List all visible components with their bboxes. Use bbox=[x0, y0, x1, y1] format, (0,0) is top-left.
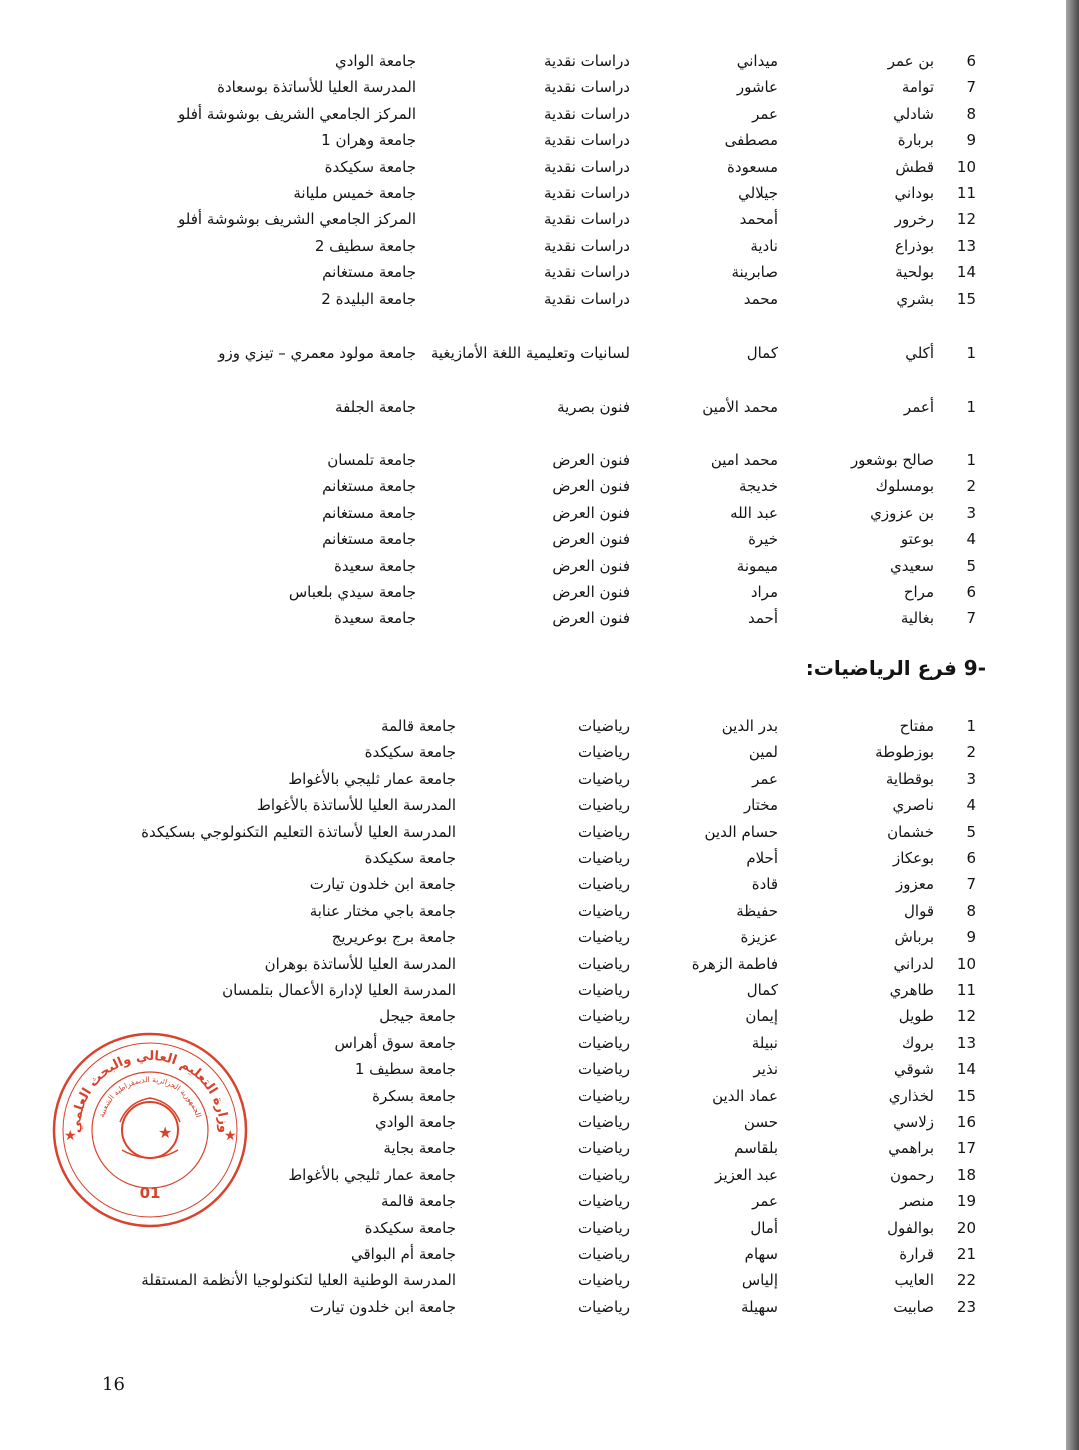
table-row bbox=[0, 48, 1066, 74]
specialty-cell: فنون العرض bbox=[552, 503, 630, 522]
institution-cell: المدرسة العليا للأساتذة بوسعادة bbox=[217, 78, 416, 97]
row-number: 10 bbox=[956, 954, 976, 973]
surname-cell: قرارة bbox=[899, 1245, 934, 1263]
table-row bbox=[0, 286, 1066, 312]
table-row bbox=[0, 579, 1066, 605]
given-name-cell: جيلالي bbox=[738, 184, 778, 202]
row-number: 9 bbox=[966, 928, 976, 947]
specialty-cell: رياضيات bbox=[578, 1033, 630, 1052]
surname-cell: بغالية bbox=[900, 609, 934, 628]
table-row bbox=[0, 977, 1066, 1003]
given-name-cell: خديجة bbox=[738, 477, 778, 496]
institution-cell: جامعة بجاية bbox=[383, 1139, 456, 1158]
surname-cell: بن عمر bbox=[887, 52, 934, 70]
table-row bbox=[0, 739, 1066, 765]
table-row bbox=[0, 447, 1066, 473]
specialty-cell: فنون العرض bbox=[552, 530, 630, 549]
given-name-cell: فاطمة الزهرة bbox=[691, 954, 778, 973]
specialty-cell: دراسات نقدية bbox=[544, 78, 630, 97]
given-name-cell: عمر bbox=[752, 769, 778, 788]
specialty-cell: رياضيات bbox=[578, 1271, 630, 1290]
seal-text: وزارة التعليم العالي والبحث العلمي bbox=[68, 1048, 232, 1134]
row-number: 3 bbox=[966, 769, 976, 788]
table-row bbox=[0, 154, 1066, 180]
given-name-cell: حفيظة bbox=[736, 901, 778, 920]
institution-cell: جامعة عمار ثليجي بالأغواط bbox=[288, 769, 456, 788]
specialty-cell: فنون بصرية bbox=[557, 398, 630, 416]
institution-cell: جامعة سعيدة bbox=[334, 609, 416, 628]
table-row bbox=[0, 792, 1066, 818]
surname-cell: بوداني bbox=[894, 184, 934, 202]
page-edge-shadow bbox=[1066, 0, 1079, 1450]
institution-cell: جامعة الوادي bbox=[335, 52, 416, 70]
surname-cell: معزوز bbox=[895, 875, 934, 894]
given-name-cell: عمر bbox=[752, 104, 778, 123]
row-number: 15 bbox=[956, 289, 976, 308]
svg-text:★: ★ bbox=[158, 1123, 173, 1142]
given-name-cell: مصطفى bbox=[724, 131, 778, 150]
institution-cell: جامعة ابن خلدون تيارت bbox=[309, 1297, 456, 1316]
specialty-cell: فنون العرض bbox=[552, 609, 630, 628]
specialty-cell: رياضيات bbox=[578, 1007, 630, 1026]
given-name-cell: لمين bbox=[748, 743, 778, 762]
institution-cell: جامعة برج بوعريريج bbox=[331, 928, 456, 947]
row-number: 4 bbox=[966, 530, 976, 549]
given-name-cell: مراد bbox=[750, 583, 778, 601]
specialty-cell: رياضيات bbox=[578, 1297, 630, 1316]
given-name-cell: بدر الدين bbox=[721, 717, 778, 735]
surname-cell: بوعكاز bbox=[893, 849, 934, 867]
given-name-cell: بلقاسم bbox=[734, 1139, 778, 1158]
table-row bbox=[0, 1241, 1066, 1267]
table-row bbox=[0, 74, 1066, 100]
table-row bbox=[0, 845, 1066, 871]
given-name-cell: نذير bbox=[753, 1060, 778, 1079]
row-number: 16 bbox=[956, 1113, 976, 1131]
given-name-cell: عزيزة bbox=[740, 928, 778, 947]
svg-text:الجمهورية الجزائرية الديمقراطي bbox=[97, 1075, 203, 1118]
ministry-seal bbox=[50, 1030, 250, 1230]
given-name-cell: قادة bbox=[751, 875, 778, 894]
row-number: 22 bbox=[956, 1271, 976, 1290]
specialty-cell: فنون العرض bbox=[552, 451, 630, 469]
institution-cell: جامعة سكيكدة bbox=[324, 157, 416, 176]
surname-cell: طويل bbox=[898, 1007, 934, 1026]
specialty-cell: رياضيات bbox=[578, 1218, 630, 1237]
table-row bbox=[0, 233, 1066, 259]
institution-cell: جامعة خميس مليانة bbox=[293, 184, 416, 202]
institution-cell: جامعة الجلفة bbox=[335, 398, 416, 416]
specialty-cell: رياضيات bbox=[578, 1139, 630, 1158]
specialty-cell: رياضيات bbox=[578, 981, 630, 999]
row-number: 4 bbox=[966, 796, 976, 815]
row-number: 15 bbox=[956, 1086, 976, 1105]
institution-cell: جامعة مستغانم bbox=[322, 530, 416, 549]
specialty-cell: رياضيات bbox=[578, 928, 630, 947]
surname-cell: طاهري bbox=[889, 981, 934, 999]
institution-cell: جامعة أم البواقي bbox=[351, 1245, 456, 1263]
institution-cell: جامعة قالمة bbox=[381, 717, 456, 735]
surname-cell: شادلي bbox=[893, 104, 934, 123]
table-row bbox=[0, 127, 1066, 153]
surname-cell: بوزطوطة bbox=[875, 743, 934, 762]
surname-cell: منصر bbox=[900, 1192, 934, 1211]
specialty-cell: دراسات نقدية bbox=[544, 184, 630, 202]
given-name-cell: كمال bbox=[746, 344, 778, 362]
table-row bbox=[0, 340, 1066, 366]
surname-cell: العايب bbox=[894, 1271, 934, 1290]
specialty-cell: دراسات نقدية bbox=[544, 263, 630, 282]
specialty-cell: دراسات نقدية bbox=[544, 236, 630, 255]
given-name-cell: أحمد bbox=[748, 609, 778, 628]
institution-cell: جامعة عمار ثليجي بالأغواط bbox=[288, 1165, 456, 1184]
specialty-cell: دراسات نقدية bbox=[544, 131, 630, 150]
institution-cell: جامعة سعيدة bbox=[334, 556, 416, 575]
surname-cell: لخذاري bbox=[888, 1086, 934, 1105]
surname-cell: خشمان bbox=[887, 822, 934, 841]
institution-cell: المدرسة الوطنية العليا لتكنولوجيا الأنظمة المستقلة bbox=[141, 1271, 456, 1290]
row-number: 9 bbox=[966, 131, 976, 150]
surname-cell: براهمي bbox=[888, 1139, 934, 1158]
specialty-cell: فنون العرض bbox=[552, 477, 630, 496]
row-number: 1 bbox=[966, 717, 976, 735]
institution-cell: المركز الجامعي الشريف بوشوشة أفلو bbox=[178, 210, 416, 229]
table-row bbox=[0, 766, 1066, 792]
table-row bbox=[0, 1294, 1066, 1320]
institution-cell: جامعة سوق أهراس bbox=[334, 1033, 456, 1052]
given-name-cell: نبيلة bbox=[751, 1033, 778, 1052]
surname-cell: بومسلوك bbox=[875, 477, 934, 496]
seal-number: 01 bbox=[139, 1184, 161, 1202]
surname-cell: رحمون bbox=[890, 1165, 934, 1184]
table-row bbox=[0, 394, 1066, 420]
row-number: 23 bbox=[956, 1297, 976, 1316]
table-row bbox=[0, 473, 1066, 499]
given-name-cell: إلياس bbox=[741, 1271, 778, 1290]
surname-cell: برباش bbox=[894, 928, 934, 947]
surname-cell: أعمر bbox=[903, 398, 934, 416]
row-number: 12 bbox=[956, 210, 976, 229]
row-number: 6 bbox=[966, 849, 976, 867]
row-number: 8 bbox=[966, 104, 976, 123]
institution-cell: جامعة سكيكدة bbox=[364, 849, 456, 867]
institution-cell: جامعة مولود معمري – تيزي وزو bbox=[218, 344, 416, 362]
row-number: 14 bbox=[956, 1060, 976, 1079]
given-name-cell: مسعودة bbox=[727, 157, 778, 176]
table-row bbox=[0, 713, 1066, 739]
surname-cell: بولحية bbox=[895, 263, 934, 282]
surname-cell: صالح بوشعور bbox=[850, 451, 934, 469]
institution-cell: المدرسة العليا لأساتذة التعليم التكنولوجي بسكيكدة bbox=[141, 822, 456, 841]
row-number: 1 bbox=[966, 398, 976, 416]
table-row bbox=[0, 206, 1066, 232]
row-number: 14 bbox=[956, 263, 976, 282]
institution-cell: جامعة سكيكدة bbox=[364, 743, 456, 762]
specialty-cell: دراسات نقدية bbox=[544, 52, 630, 70]
table-row bbox=[0, 526, 1066, 552]
surname-cell: بربارة bbox=[897, 131, 934, 150]
specialty-cell: رياضيات bbox=[578, 1165, 630, 1184]
page-number: 16 bbox=[102, 1374, 125, 1395]
row-number: 8 bbox=[966, 901, 976, 920]
institution-cell: جامعة سكيكدة bbox=[364, 1218, 456, 1237]
row-number: 2 bbox=[966, 743, 976, 762]
specialty-cell: فنون العرض bbox=[552, 583, 630, 601]
institution-cell: جامعة سطيف 2 bbox=[314, 236, 416, 255]
svg-text:★: ★ bbox=[224, 1128, 237, 1144]
given-name-cell: محمد امين bbox=[710, 451, 778, 469]
institution-cell: جامعة سطيف 1 bbox=[354, 1060, 456, 1079]
surname-cell: بوقطاية bbox=[885, 769, 934, 788]
given-name-cell: أمحمد bbox=[739, 210, 778, 229]
specialty-cell: رياضيات bbox=[578, 796, 630, 815]
specialty-cell: رياضيات bbox=[578, 769, 630, 788]
institution-cell: جامعة مستغانم bbox=[322, 503, 416, 522]
table-row bbox=[0, 180, 1066, 206]
specialty-cell: رياضيات bbox=[578, 1113, 630, 1131]
given-name-cell: حسن bbox=[743, 1113, 778, 1131]
given-name-cell: سهيلة bbox=[740, 1297, 778, 1316]
given-name-cell: ميمونة bbox=[736, 556, 778, 575]
surname-cell: ناصري bbox=[892, 796, 934, 815]
specialty-cell: رياضيات bbox=[578, 822, 630, 841]
given-name-cell: خيرة bbox=[748, 530, 778, 549]
table-row bbox=[0, 1267, 1066, 1293]
specialty-cell: فنون العرض bbox=[552, 556, 630, 575]
institution-cell: المدرسة العليا لإدارة الأعمال بتلمسان bbox=[222, 981, 456, 999]
surname-cell: بروك bbox=[901, 1033, 934, 1052]
table-row bbox=[0, 259, 1066, 285]
row-number: 3 bbox=[966, 503, 976, 522]
institution-cell: جامعة تلمسان bbox=[327, 451, 416, 469]
institution-cell: جامعة الوادي bbox=[375, 1113, 456, 1131]
table-row bbox=[0, 898, 1066, 924]
surname-cell: توامة bbox=[901, 78, 934, 97]
surname-cell: رخرور bbox=[894, 210, 934, 229]
specialty-cell: رياضيات bbox=[578, 901, 630, 920]
specialty-cell: رياضيات bbox=[578, 1245, 630, 1263]
surname-cell: صابيت bbox=[893, 1297, 934, 1316]
row-number: 6 bbox=[966, 583, 976, 601]
row-number: 5 bbox=[966, 822, 976, 841]
seal-inner-text: الجمهورية الجزائرية الديمقراطية الشعبية bbox=[96, 1074, 204, 1119]
section-heading: -9 فرع الرياضيات: bbox=[805, 656, 986, 680]
table-row bbox=[0, 871, 1066, 897]
row-number: 19 bbox=[956, 1192, 976, 1211]
surname-cell: لدراني bbox=[893, 954, 934, 973]
given-name-cell: حسام الدين bbox=[704, 822, 778, 841]
specialty-cell: رياضيات bbox=[578, 1086, 630, 1105]
institution-cell: جامعة ابن خلدون تيارت bbox=[309, 875, 456, 894]
row-number: 1 bbox=[966, 451, 976, 469]
table-row bbox=[0, 500, 1066, 526]
surname-cell: شوقي bbox=[894, 1060, 934, 1079]
institution-cell: جامعة مستغانم bbox=[322, 263, 416, 282]
specialty-cell: رياضيات bbox=[578, 1192, 630, 1211]
table-row bbox=[0, 1003, 1066, 1029]
given-name-cell: نادية bbox=[750, 236, 778, 255]
row-number: 7 bbox=[966, 78, 976, 97]
specialty-cell: رياضيات bbox=[578, 875, 630, 894]
institution-cell: جامعة البليدة 2 bbox=[321, 289, 416, 308]
specialty-cell: دراسات نقدية bbox=[544, 210, 630, 229]
row-number: 11 bbox=[956, 981, 976, 999]
specialty-cell: رياضيات bbox=[578, 849, 630, 867]
surname-cell: قوال bbox=[904, 901, 934, 920]
institution-cell: المدرسة العليا للأساتذة بالأغواط bbox=[257, 796, 456, 815]
specialty-cell: دراسات نقدية bbox=[544, 289, 630, 308]
given-name-cell: محمد الأمين bbox=[702, 398, 778, 416]
table-row bbox=[0, 819, 1066, 845]
institution-cell: المدرسة العليا للأساتذة بوهران bbox=[264, 954, 456, 973]
institution-cell: جامعة قالمة bbox=[381, 1192, 456, 1211]
surname-cell: بوذراع bbox=[895, 236, 934, 255]
table-row bbox=[0, 605, 1066, 631]
row-number: 7 bbox=[966, 875, 976, 894]
row-number: 13 bbox=[956, 1033, 976, 1052]
row-number: 10 bbox=[956, 157, 976, 176]
row-number: 18 bbox=[956, 1165, 976, 1184]
given-name-cell: محمد bbox=[743, 289, 778, 308]
surname-cell: قطش bbox=[895, 157, 934, 176]
row-number: 6 bbox=[966, 52, 976, 70]
surname-cell: بوعتو bbox=[900, 530, 934, 549]
given-name-cell: مختار bbox=[743, 796, 778, 815]
specialty-cell: رياضيات bbox=[578, 717, 630, 735]
specialty-cell: دراسات نقدية bbox=[544, 104, 630, 123]
row-number: 13 bbox=[956, 236, 976, 255]
institution-cell: جامعة سيدي بلعباس bbox=[288, 583, 416, 601]
institution-cell: جامعة وهران 1 bbox=[321, 131, 416, 150]
given-name-cell: سهام bbox=[744, 1245, 778, 1263]
given-name-cell: كمال bbox=[746, 981, 778, 999]
table-row bbox=[0, 951, 1066, 977]
row-number: 20 bbox=[956, 1218, 976, 1237]
given-name-cell: إيمان bbox=[745, 1007, 778, 1026]
given-name-cell: عاشور bbox=[736, 78, 778, 97]
institution-cell: جامعة بسكرة bbox=[372, 1086, 456, 1105]
row-number: 21 bbox=[956, 1245, 976, 1263]
given-name-cell: عبد العزيز bbox=[715, 1165, 778, 1184]
row-number: 7 bbox=[966, 609, 976, 628]
surname-cell: أكلي bbox=[905, 344, 934, 362]
institution-cell: جامعة مستغانم bbox=[322, 477, 416, 496]
surname-cell: بوالفول bbox=[887, 1218, 934, 1237]
table-row bbox=[0, 553, 1066, 579]
given-name-cell: أحلام bbox=[746, 849, 778, 867]
specialty-cell: رياضيات bbox=[578, 954, 630, 973]
given-name-cell: عمر bbox=[752, 1192, 778, 1211]
surname-cell: مراح bbox=[903, 583, 934, 601]
institution-cell: المركز الجامعي الشريف بوشوشة أفلو bbox=[178, 104, 416, 123]
row-number: 11 bbox=[956, 184, 976, 202]
row-number: 17 bbox=[956, 1139, 976, 1158]
svg-text:★: ★ bbox=[64, 1128, 77, 1144]
surname-cell: بشري bbox=[896, 289, 934, 308]
surname-cell: زلاسي bbox=[893, 1113, 934, 1131]
given-name-cell: ميداني bbox=[736, 52, 778, 70]
surname-cell: سعيدي bbox=[890, 556, 934, 575]
specialty-cell: رياضيات bbox=[578, 743, 630, 762]
row-number: 2 bbox=[966, 477, 976, 496]
specialty-cell: لسانيات وتعليمية اللغة الأمازيغية bbox=[430, 344, 630, 362]
table-row bbox=[0, 924, 1066, 950]
specialty-cell: دراسات نقدية bbox=[544, 157, 630, 176]
given-name-cell: صابرينة bbox=[731, 263, 778, 282]
specialty-cell: رياضيات bbox=[578, 1060, 630, 1079]
table-row bbox=[0, 101, 1066, 127]
surname-cell: بن عزوزي bbox=[870, 503, 934, 522]
row-number: 1 bbox=[966, 344, 976, 362]
given-name-cell: أمال bbox=[750, 1218, 778, 1237]
row-number: 12 bbox=[956, 1007, 976, 1026]
row-number: 5 bbox=[966, 556, 976, 575]
given-name-cell: عماد الدين bbox=[712, 1086, 778, 1105]
given-name-cell: عبد الله bbox=[730, 503, 778, 522]
institution-cell: جامعة باجي مختار عنابة bbox=[309, 901, 456, 920]
surname-cell: مفتاح bbox=[899, 717, 934, 735]
institution-cell: جامعة جيجل bbox=[379, 1007, 456, 1026]
